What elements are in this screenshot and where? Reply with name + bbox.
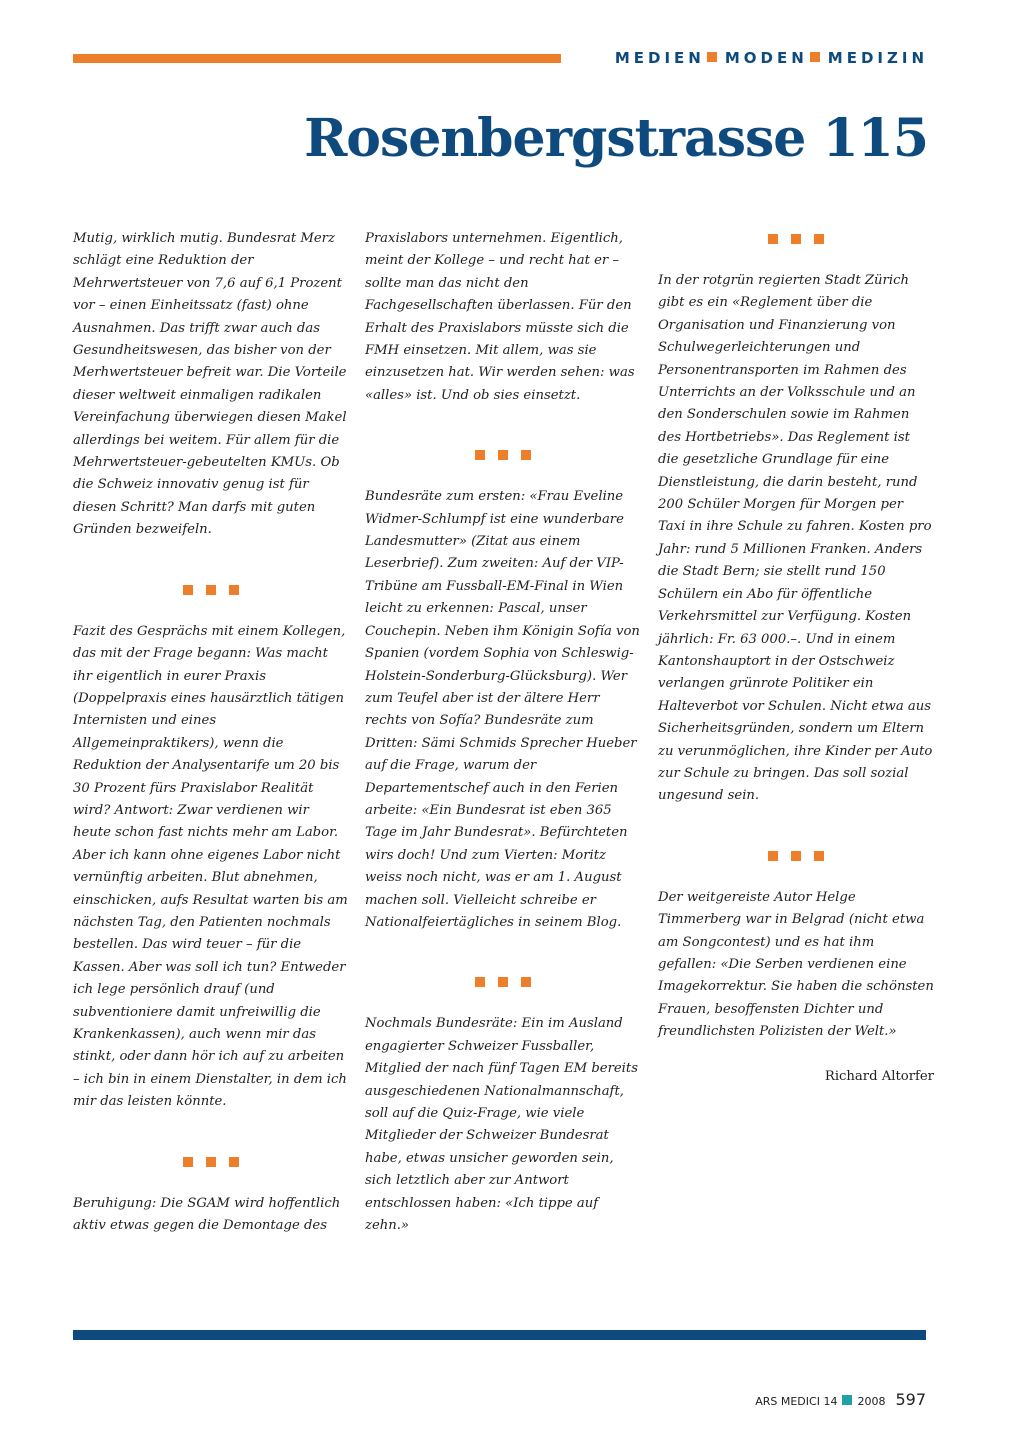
section-separator xyxy=(658,851,934,861)
page-number: 597 xyxy=(895,1390,926,1409)
section-separator xyxy=(365,450,641,460)
square-icon xyxy=(206,585,216,595)
rubric-square-icon xyxy=(810,52,820,62)
square-icon xyxy=(475,450,485,460)
square-icon xyxy=(475,977,485,987)
top-accent-bar xyxy=(73,54,561,63)
square-icon xyxy=(814,851,824,861)
paragraph: Mutig, wirklich mutig. Bundesrat Merz schlägt eine Reduktion der Mehrwertsteuer von 7,6 auf 6,1 Prozent vor – einen Einheitssatz (fast) ohne Ausnahmen. Das trifft zwar auch das Gesundheitswesen, das bisher von der Merhwertsteuer befreit war. Die Vorteile dieser weltweit einmaligen radikalen Vereinfachung überwiegen diesen Makel allerdings bei weitem. Für allem für die Mehrwertsteuer-gebeutelten KMUs. Ob die Schweiz innovativ genug ist für diesen Schritt? Man darfs mit guten Gründen bezweifeln. xyxy=(73,231,347,538)
square-icon xyxy=(206,1157,216,1167)
footer-square-icon xyxy=(842,1395,852,1405)
column-1 xyxy=(73,228,349,1237)
page-footer xyxy=(755,1390,926,1409)
journal-name: ARS MEDICI 14 xyxy=(755,1395,838,1408)
paragraph: Der weitgereiste Autor Helge Timmerberg war in Belgrad (nicht etwa am Songcontest) und es hat ihm gefallen: «Die Serben verdienen eine Imagekorrektur. Sie haben die schönsten Frauen, besoffensten Dichter und freundlichsten Polizisten der Welt.» xyxy=(658,889,934,1040)
section-separator xyxy=(73,1157,349,1167)
rubric-moden: MODEN xyxy=(724,49,808,67)
journal-year: 2008 xyxy=(857,1395,886,1408)
square-icon xyxy=(521,977,531,987)
square-icon xyxy=(768,234,778,244)
square-icon xyxy=(814,234,824,244)
paragraph: In der rotgrün regierten Stadt Zürich gibt es ein «Reglement über die Organisation und Finanzierung von Schulwegerleichterungen und Personentransporten im Rahmen des Unterrichts an der Volksschule und an den Sonderschulen sowie im Rahmen des Hortbetriebs». Das Reglement ist die gesetzliche Grundlage für eine Dienstleistung, die darin besteht, rund 200 Schüler Morgen für Morgen per Taxi in ihre Schule zu fahren. Kosten pro Jahr: rund 5 Millionen Franken. Anders die Stadt Bern; sie stellt rund 150 Schülern ein Abo für öffentliche Verkehrsmittel zur Verfügung. Kosten jährlich: Fr. 63 000.–. Und in einem Kantonshauptort in der Ostschweiz verlangen grünrote Politiker ein Halteverbot vor Schulen. Nicht etwa aus Sicherheitsgründen, sondern um Eltern zu verunmöglichen, ihre Kinder per Auto zur Schule zu bringen. Das soll sozial ungesund sein. xyxy=(658,273,933,804)
square-icon xyxy=(183,1157,193,1167)
square-icon xyxy=(521,450,531,460)
square-icon xyxy=(791,851,801,861)
square-icon xyxy=(791,234,801,244)
rubric-square-icon xyxy=(707,52,717,62)
section-separator xyxy=(658,234,934,244)
square-icon xyxy=(229,585,239,595)
page-title: Rosenbergstrasse 115 xyxy=(304,108,928,169)
square-icon xyxy=(498,450,508,460)
column-3 xyxy=(658,228,934,1088)
paragraph: Nochmals Bundesräte: Ein im Ausland engagierter Schweizer Fussballer, Mitglied der nach fünf Tagen EM bereits ausgeschiedenen Nationalmannschaft, soll auf die Quiz-Frage, wie viele Mitglieder der Schweizer Bundesrat habe, etwas unsicher geworden sein, sich letztlich aber zur Antwort entschlossen haben: «Ich tippe auf zehn.» xyxy=(365,1016,638,1234)
bottom-rule-bar xyxy=(73,1330,926,1340)
section-separator xyxy=(73,585,349,595)
section-separator xyxy=(365,977,641,987)
column-2 xyxy=(365,228,641,1237)
square-icon xyxy=(498,977,508,987)
paragraph: Praxislabors unternehmen. Eigentlich, meint der Kollege – und recht hat er – sollte man das nicht den Fachgesellschaften überlassen. Für den Erhalt des Praxislabors müsste sich die FMH einsetzen. Mit allem, was sie einzusetzen hat. Wir werden sehen: was «alles» ist. Und ob sies einsetzt. xyxy=(365,231,635,403)
section-rubric xyxy=(615,49,928,67)
rubric-medizin: MEDIZIN xyxy=(827,49,928,67)
author-signature: Richard Altorfer xyxy=(824,1068,934,1084)
rubric-medien: MEDIEN xyxy=(614,49,705,67)
paragraph: Beruhigung: Die SGAM wird hoffentlich aktiv etwas gegen die Demontage des xyxy=(73,1195,341,1234)
square-icon xyxy=(229,1157,239,1167)
square-icon xyxy=(768,851,778,861)
paragraph: Fazit des Gesprächs mit einem Kollegen, das mit der Frage begann: Was macht ihr eigentlich in eurer Praxis (Doppelpraxis eines hausärztlich tätigen Internisten und eines Allgemeinpraktikers), wenn die Reduktion der Analysentarife um 20 bis 30 Prozent fürs Praxislabor Realität wird? Antwort: Zwar verdienen wir heute schon fast nichts mehr am Labor. Aber ich kann ohne eigenes Labor nicht vernünftig arbeiten. Blut abnehmen, einschicken, aufs Resultat warten bis am nächsten Tag, den Patienten nochmals bestellen. Das wird teuer – für die Kassen. Aber was soll ich tun? Entweder ich lege persönlich drauf (und subventioniere damit unfreiwillig die Krankenkassen), auch wenn mir das stinkt, oder dann hör ich auf zu arbeiten – ich bin in einem Dienstalter, in dem ich mir das leisten könnte. xyxy=(73,623,348,1110)
paragraph: Bundesräte zum ersten: «Frau Eveline Widmer-Schlumpf ist eine wunderbare Landesmutter» (Zitat aus einem Leserbrief). Zum zweiten: Auf der VIP-Tribüne am Fussball-EM-Final in Wien leicht zu erkennen: Pascal, unser Couchepin. Neben ihm Königin Sofía von Spanien (vordem Sophia von Schleswig- Holstein-Sonderburg-Glücksburg). Wer zum Teufel aber ist der ältere Herr rechts von Sofía? Bundesräte zum Dritten: Sämi Schmids Sprecher Hueber auf die Frage, warum der Departementschef auch in den Ferien arbeite: «Ein Bundesrat ist eben 365 Tage im Jahr Bundesrat». Befürchteten wirs doch! Und zum Vierten: Moritz weiss noch nicht, was er am 1. August machen soll. Vielleicht schreibe er Nationalfeiertägliches in seinem Blog. xyxy=(365,489,640,930)
square-icon xyxy=(183,585,193,595)
